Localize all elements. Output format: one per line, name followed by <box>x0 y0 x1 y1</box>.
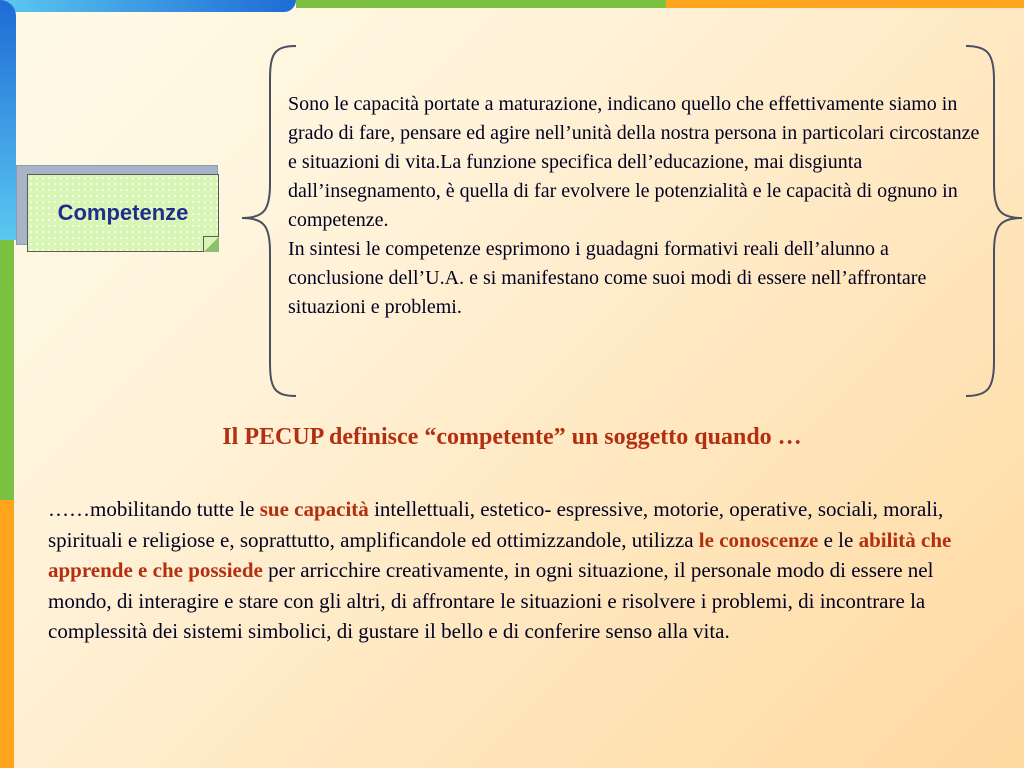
highlight-le-conoscenze: le conoscenze <box>698 527 819 552</box>
left-decorative-bar <box>0 0 16 768</box>
body-part-3: e le <box>818 527 859 552</box>
left-bar-orange-segment <box>0 500 14 768</box>
definition-paragraph-1: Sono le capacità portate a maturazione, indicano quello che effettivamente siamo in grado di fare, pensare ed agire nell’unità della nostra persona in particolari circostanze e situazioni di vita.La funzione specifica dell’educazione, mai disgiunta dall’insegnamento, è quella di far evolvere le potenzialità e le capacità di ognuno in competenze. <box>288 93 980 231</box>
body-part-4: per arricchire creativamente, in ogni situazione, il personale modo di essere nel mondo, di interagire e stare con gli altri, di affrontare le situazioni e risolvere i problemi, di incontrare la complessità dei sistemi simbolici, di gustare il bello e di conferire senso alla vita. <box>48 558 934 643</box>
body-part-2: intellettuali, estetico- espressive, motorie, operative, sociali, morali, spirituali e religiose e, soprattutto, amplificandole ed ottimizzandole, utilizza <box>48 497 944 552</box>
pecup-headline: Il PECUP definisce “competente” un soggetto quando … <box>222 424 802 450</box>
top-decorative-bar <box>0 0 1024 12</box>
definition-paragraph-2: In sintesi le competenze esprimono i guadagni formativi reali dell’alunno a conclusione dell’U.A. e si manifestano come suoi modi di essere nell’affrontare situazioni e problemi. <box>288 238 927 318</box>
top-bar-orange-segment <box>666 0 1024 8</box>
competenze-card-label: Competenze <box>57 200 189 225</box>
highlight-sue-capacita: sue capacità <box>259 497 369 521</box>
competenze-definition <box>288 90 988 322</box>
competenze-card <box>27 174 219 252</box>
left-bar-green-segment <box>0 240 14 500</box>
body-ellipsis: …… <box>48 497 90 521</box>
pecup-body-text <box>48 494 996 647</box>
top-bar-blue-segment <box>0 0 296 12</box>
card-folded-corner <box>203 236 219 252</box>
highlight-abilita: abilità che apprende e che possiede <box>48 527 952 582</box>
body-part-1: mobilitando tutte le <box>90 497 260 521</box>
left-bar-blue-segment <box>0 0 16 240</box>
top-bar-green-segment <box>296 0 666 8</box>
